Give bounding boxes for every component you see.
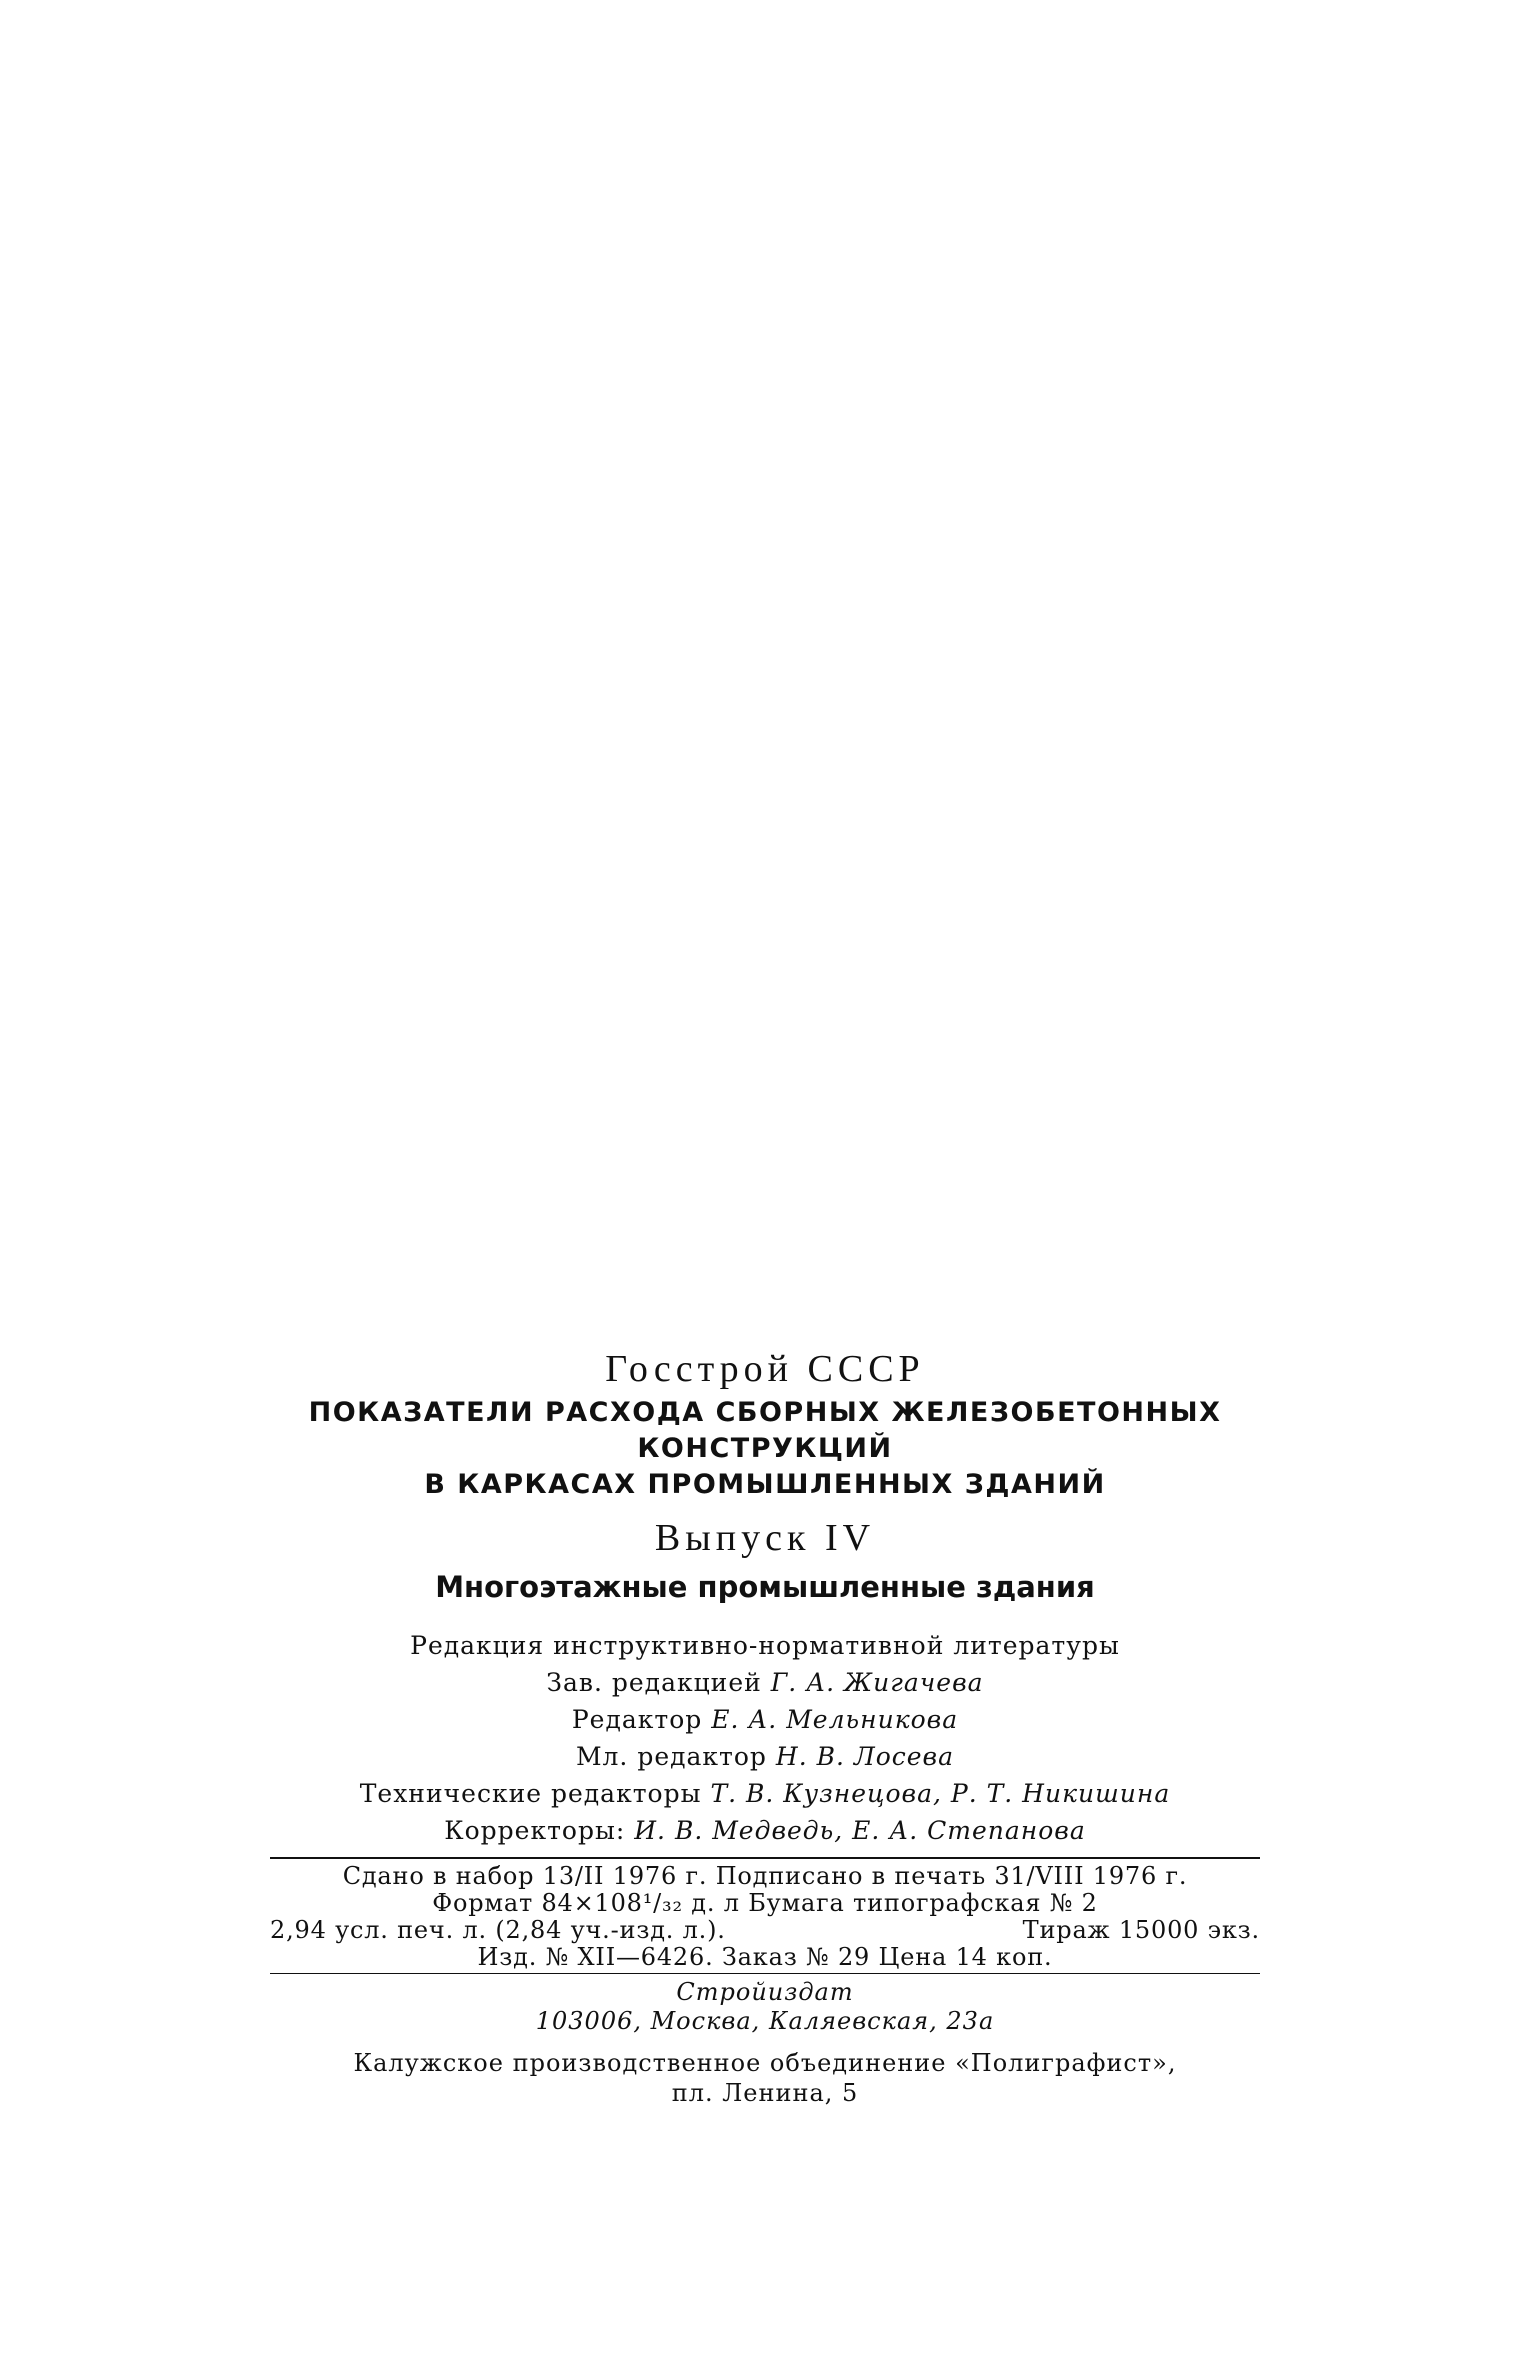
editor-name: Е. А. Мельникова: [711, 1705, 959, 1734]
book-title-line-1: ПОКАЗАТЕЛИ РАСХОДА СБОРНЫХ ЖЕЛЕЗОБЕТОННЫХ: [308, 1397, 1222, 1428]
book-title-line-3: В КАРКАСАХ ПРОМЫШЛЕННЫХ ЗДАНИЙ: [424, 1469, 1106, 1500]
junior-editor-role: Мл. редактор: [575, 1742, 767, 1771]
head-editor-name: Г. А. Жигачева: [770, 1668, 984, 1697]
book-title: [270, 1395, 1260, 1503]
divider-bottom: [270, 1973, 1260, 1974]
imprint-details: [270, 1863, 1260, 1971]
colophon-block: [270, 1345, 1260, 2108]
printer-info: [270, 2048, 1260, 2108]
issue-number: Выпуск IV: [654, 1517, 876, 1559]
printer-address: пл. Ленина, 5: [671, 2079, 859, 2107]
junior-editor-name: Н. В. Лосева: [775, 1742, 955, 1771]
tech-editors-names: Т. В. Кузнецова, Р. Т. Никишина: [710, 1779, 1171, 1808]
organization-name: Госстрой СССР: [605, 1348, 925, 1390]
imprint-sheets-row: [270, 1917, 1260, 1944]
divider-top: [270, 1857, 1260, 1859]
publisher-name: Стройиздат: [676, 1978, 854, 2006]
editorial-office: Редакция инструктивно-нормативной литературы: [410, 1631, 1120, 1660]
head-editor-role: Зав. редакцией: [546, 1668, 762, 1697]
head-editor-line: [270, 1664, 1260, 1701]
proofreaders-names: И. В. Медведь, Е. А. Степанова: [634, 1816, 1086, 1845]
imprint-print-run: Тираж 15000 экз.: [1022, 1916, 1260, 1944]
tech-editors-line: [270, 1775, 1260, 1812]
proofreaders-role: Корректоры:: [444, 1816, 626, 1845]
book-title-line-2: КОНСТРУКЦИЙ: [637, 1433, 893, 1464]
tech-editors-role: Технические редакторы: [359, 1779, 702, 1808]
junior-editor-line: [270, 1738, 1260, 1775]
imprint-order: Изд. № XII—6426. Заказ № 29 Цена 14 коп.: [477, 1943, 1053, 1971]
proofreaders-line: [270, 1812, 1260, 1849]
editor-line: [270, 1701, 1260, 1738]
imprint-dates: Сдано в набор 13/II 1976 г. Подписано в печать 31/VIII 1976 г.: [342, 1862, 1188, 1890]
editor-role: Редактор: [571, 1705, 703, 1734]
imprint-format: Формат 84×108¹/₃₂ д. л Бумага типографская № 2: [432, 1889, 1098, 1917]
publisher-address: 103006, Москва, Каляевская, 23а: [535, 2007, 995, 2035]
printer-name: Калужское производственное объединение «Полиграфист»,: [353, 2049, 1177, 2077]
book-subtitle: Многоэтажные промышленные здания: [435, 1570, 1095, 1604]
publisher-info: [270, 1978, 1260, 2036]
imprint-sheets: 2,94 усл. печ. л. (2,84 уч.-изд. л.).: [270, 1916, 726, 1944]
credits: [270, 1627, 1260, 1849]
